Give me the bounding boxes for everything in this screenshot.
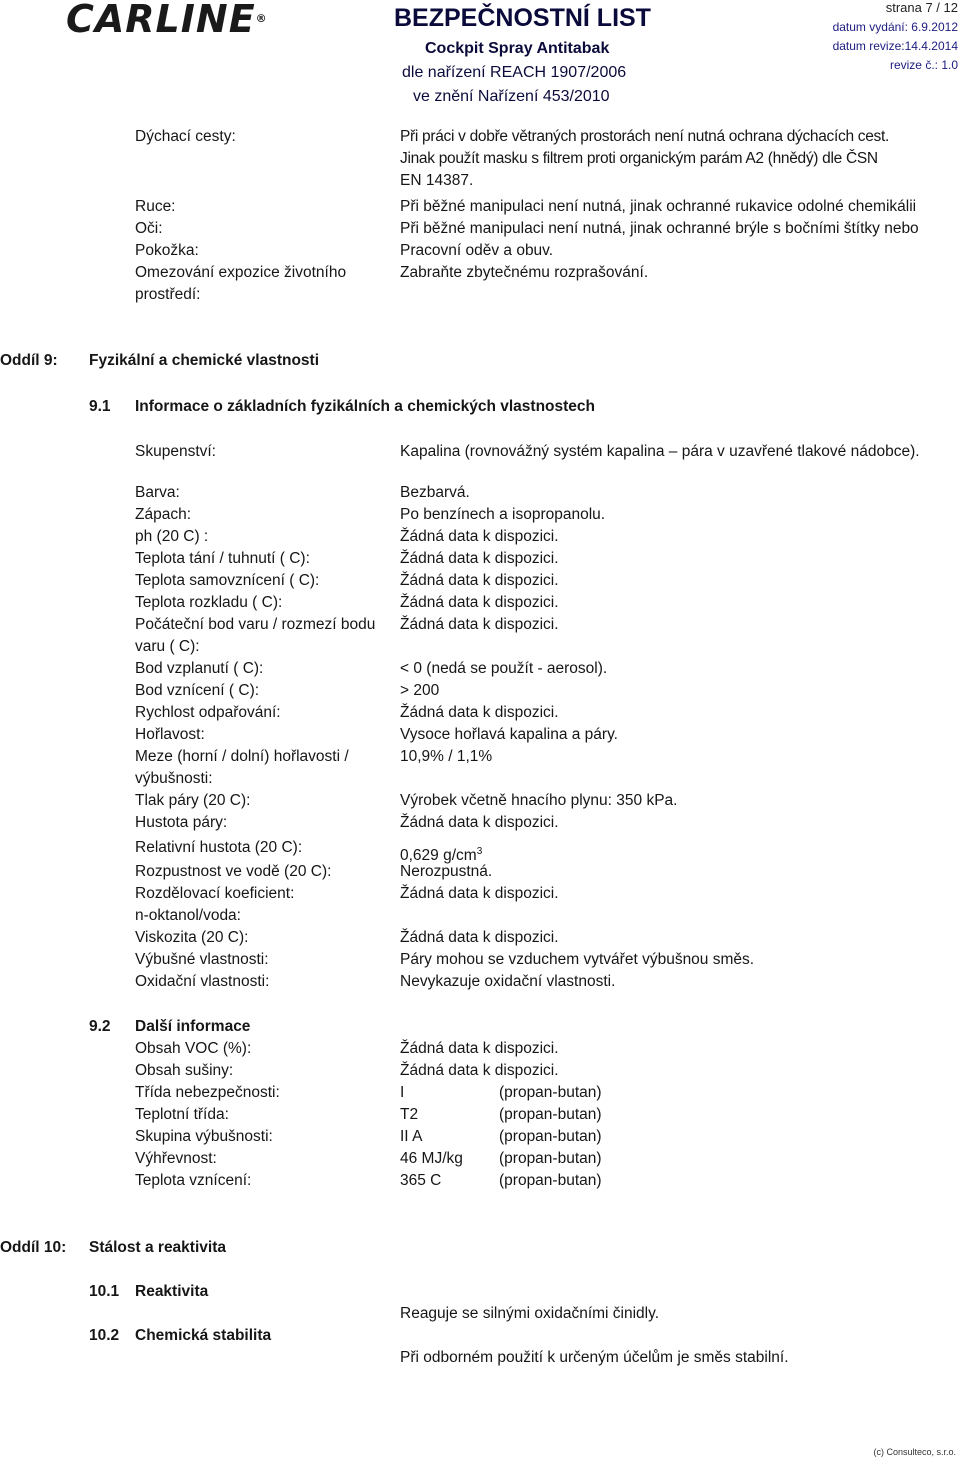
property-label: Rozdělovací koeficient: bbox=[135, 885, 295, 902]
property-label: Teplota vznícení: bbox=[135, 1172, 252, 1189]
eyes-label: Oči: bbox=[135, 220, 163, 237]
section-9-label: Oddíl 9: bbox=[0, 352, 58, 369]
environment-value: Zabraňte zbytečnému rozprašování. bbox=[400, 264, 649, 281]
property-value: Žádná data k dispozici. bbox=[400, 1040, 559, 1057]
property-value: II A bbox=[400, 1128, 423, 1145]
property-value: Žádná data k dispozici. bbox=[400, 929, 559, 946]
property-value: Žádná data k dispozici. bbox=[400, 885, 559, 902]
property-label: Rozpustnost ve vodě (20 C): bbox=[135, 863, 332, 880]
skin-label: Pokožka: bbox=[135, 242, 199, 259]
property-value: T2 bbox=[400, 1106, 419, 1123]
property-value: Bezbarvá. bbox=[400, 484, 470, 501]
breathing-value-3: EN 14387. bbox=[400, 172, 474, 189]
stability-value: Při odborném použití k určeným účelům je směs stabilní. bbox=[400, 1349, 789, 1366]
property-label: Meze (horní / dolní) hořlavosti / bbox=[135, 748, 349, 765]
property-label: Výbušné vlastnosti: bbox=[135, 951, 269, 968]
breathing-value-1: Při práci v dobře větraných prostorách není nutná ochrana dýchacích cest. bbox=[400, 128, 890, 145]
section-10-label: Oddíl 10: bbox=[0, 1239, 67, 1256]
subsection-9-1-title: Informace o základních fyzikálních a chemických vlastnostech bbox=[135, 398, 596, 415]
property-label: ph (20 C) : bbox=[135, 528, 209, 545]
copyright-footer: (c) Consulteco, s.r.o. bbox=[873, 1447, 956, 1457]
product-name: Cockpit Spray Antitabak bbox=[425, 40, 610, 57]
property-value: 46 MJ/kg bbox=[400, 1150, 463, 1167]
property-label: Teplota rozkladu ( C): bbox=[135, 594, 283, 611]
property-value: Žádná data k dispozici. bbox=[400, 814, 559, 831]
property-value: Páry mohou se vzduchem vytvářet výbušnou směs. bbox=[400, 951, 755, 968]
property-note: (propan-butan) bbox=[499, 1172, 602, 1189]
subsection-10-1-title: Reaktivita bbox=[135, 1283, 209, 1300]
property-label: Skupina výbušnosti: bbox=[135, 1128, 273, 1145]
property-label: Teplota samovznícení ( C): bbox=[135, 572, 320, 589]
logo-registered-mark: ® bbox=[255, 12, 268, 25]
property-value: Žádná data k dispozici. bbox=[400, 1062, 559, 1079]
state-value: Kapalina (rovnovážný systém kapalina – pára v uzavřené tlakové nádobce). bbox=[400, 443, 920, 460]
property-label: Rychlost odpařování: bbox=[135, 704, 281, 721]
property-label: n-oktanol/voda: bbox=[135, 907, 241, 924]
revision-date: datum revize:14.4.2014 bbox=[832, 39, 958, 53]
property-value: Vysoce hořlavá kapalina a páry. bbox=[400, 726, 618, 743]
state-label: Skupenství: bbox=[135, 443, 216, 460]
property-value: Žádná data k dispozici. bbox=[400, 616, 559, 633]
property-label: výbušnosti: bbox=[135, 770, 213, 787]
property-label: varu ( C): bbox=[135, 638, 200, 655]
property-value: I bbox=[400, 1084, 405, 1101]
property-value: Žádná data k dispozici. bbox=[400, 572, 559, 589]
environment-label-1: Omezování expozice životního bbox=[135, 264, 347, 281]
property-value: 10,9% / 1,1% bbox=[400, 748, 493, 765]
property-value: < 0 (nedá se použít - aerosol). bbox=[400, 660, 608, 677]
property-label: Bod vznícení ( C): bbox=[135, 682, 260, 699]
property-label: Teplotní třída: bbox=[135, 1106, 229, 1123]
property-note: (propan-butan) bbox=[499, 1150, 602, 1167]
property-label: Bod vzplanutí ( C): bbox=[135, 660, 264, 677]
issue-date: datum vydání: 6.9.2012 bbox=[832, 20, 958, 34]
property-label: Viskozita (20 C): bbox=[135, 929, 249, 946]
property-note: (propan-butan) bbox=[499, 1106, 602, 1123]
breathing-value-2: Jinak použít masku s filtrem proti organickým parám A2 (hnědý) dle ČSN bbox=[400, 150, 878, 167]
subsection-9-1-number: 9.1 bbox=[89, 398, 111, 415]
skin-value: Pracovní oděv a obuv. bbox=[400, 242, 554, 259]
logo-text: CARLINE bbox=[66, 0, 256, 41]
regulation-line-2: ve znění Nařízení 453/2010 bbox=[413, 88, 610, 105]
breathing-label: Dýchací cesty: bbox=[135, 128, 236, 145]
density-number: 0,629 g/cm bbox=[400, 847, 477, 865]
property-label: Třída nebezpečnosti: bbox=[135, 1084, 280, 1101]
property-label: Hořlavost: bbox=[135, 726, 205, 743]
property-label: Obsah VOC (%): bbox=[135, 1040, 252, 1057]
subsection-10-2-title: Chemická stabilita bbox=[135, 1327, 272, 1344]
subsection-10-2-number: 10.2 bbox=[89, 1327, 120, 1344]
environment-label-2: prostředí: bbox=[135, 286, 201, 303]
section-9-title: Fyzikální a chemické vlastnosti bbox=[89, 352, 320, 369]
property-value: Žádná data k dispozici. bbox=[400, 704, 559, 721]
carline-logo bbox=[66, 0, 268, 41]
page-number: strana 7 / 12 bbox=[885, 0, 958, 15]
property-label: Tlak páry (20 C): bbox=[135, 792, 251, 809]
property-label: Hustota páry: bbox=[135, 814, 228, 831]
regulation-line-1: dle nařízení REACH 1907/2006 bbox=[402, 64, 627, 81]
property-label: Oxidační vlastnosti: bbox=[135, 973, 270, 990]
property-label: Barva: bbox=[135, 484, 180, 501]
property-note: (propan-butan) bbox=[499, 1128, 602, 1145]
subsection-9-2-number: 9.2 bbox=[89, 1018, 111, 1035]
property-value: Nevykazuje oxidační vlastnosti. bbox=[400, 973, 616, 990]
reactivity-value: Reaguje se silnými oxidačními činidly. bbox=[400, 1305, 660, 1322]
section-10-title: Stálost a reaktivita bbox=[89, 1239, 226, 1256]
property-value: Výrobek včetně hnacího plynu: 350 kPa. bbox=[400, 792, 678, 809]
property-value: Žádná data k dispozici. bbox=[400, 594, 559, 611]
property-label: Obsah sušiny: bbox=[135, 1062, 234, 1079]
property-label: Teplota tání / tuhnutí ( C): bbox=[135, 550, 310, 567]
subsection-9-2-title: Další informace bbox=[135, 1018, 251, 1035]
density-label: Relativní hustota (20 C): bbox=[135, 839, 303, 856]
property-note: (propan-butan) bbox=[499, 1084, 602, 1101]
property-value: > 200 bbox=[400, 682, 440, 699]
property-value: Žádná data k dispozici. bbox=[400, 550, 559, 567]
density-exponent: 3 bbox=[476, 846, 483, 857]
eyes-value: Při běžné manipulaci není nutná, jinak ochranné brýle s bočními štítky nebo bbox=[400, 220, 919, 237]
subsection-10-1-number: 10.1 bbox=[89, 1283, 120, 1300]
property-label: Počáteční bod varu / rozmezí bodu bbox=[135, 616, 376, 633]
property-label: Výhřevnost: bbox=[135, 1150, 217, 1167]
property-value: Nerozpustná. bbox=[400, 863, 493, 880]
property-value: 365 C bbox=[400, 1172, 442, 1189]
property-value: Žádná data k dispozici. bbox=[400, 528, 559, 545]
hands-value: Při běžné manipulaci není nutná, jinak ochranné rukavice odolné chemikálii bbox=[400, 198, 917, 215]
property-value: Po benzínech a isopropanolu. bbox=[400, 506, 606, 523]
property-label: Zápach: bbox=[135, 506, 192, 523]
hands-label: Ruce: bbox=[135, 198, 176, 215]
document-title: BEZPEČNOSTNÍ LIST bbox=[394, 4, 651, 32]
revision-number: revize č.: 1.0 bbox=[889, 58, 958, 72]
